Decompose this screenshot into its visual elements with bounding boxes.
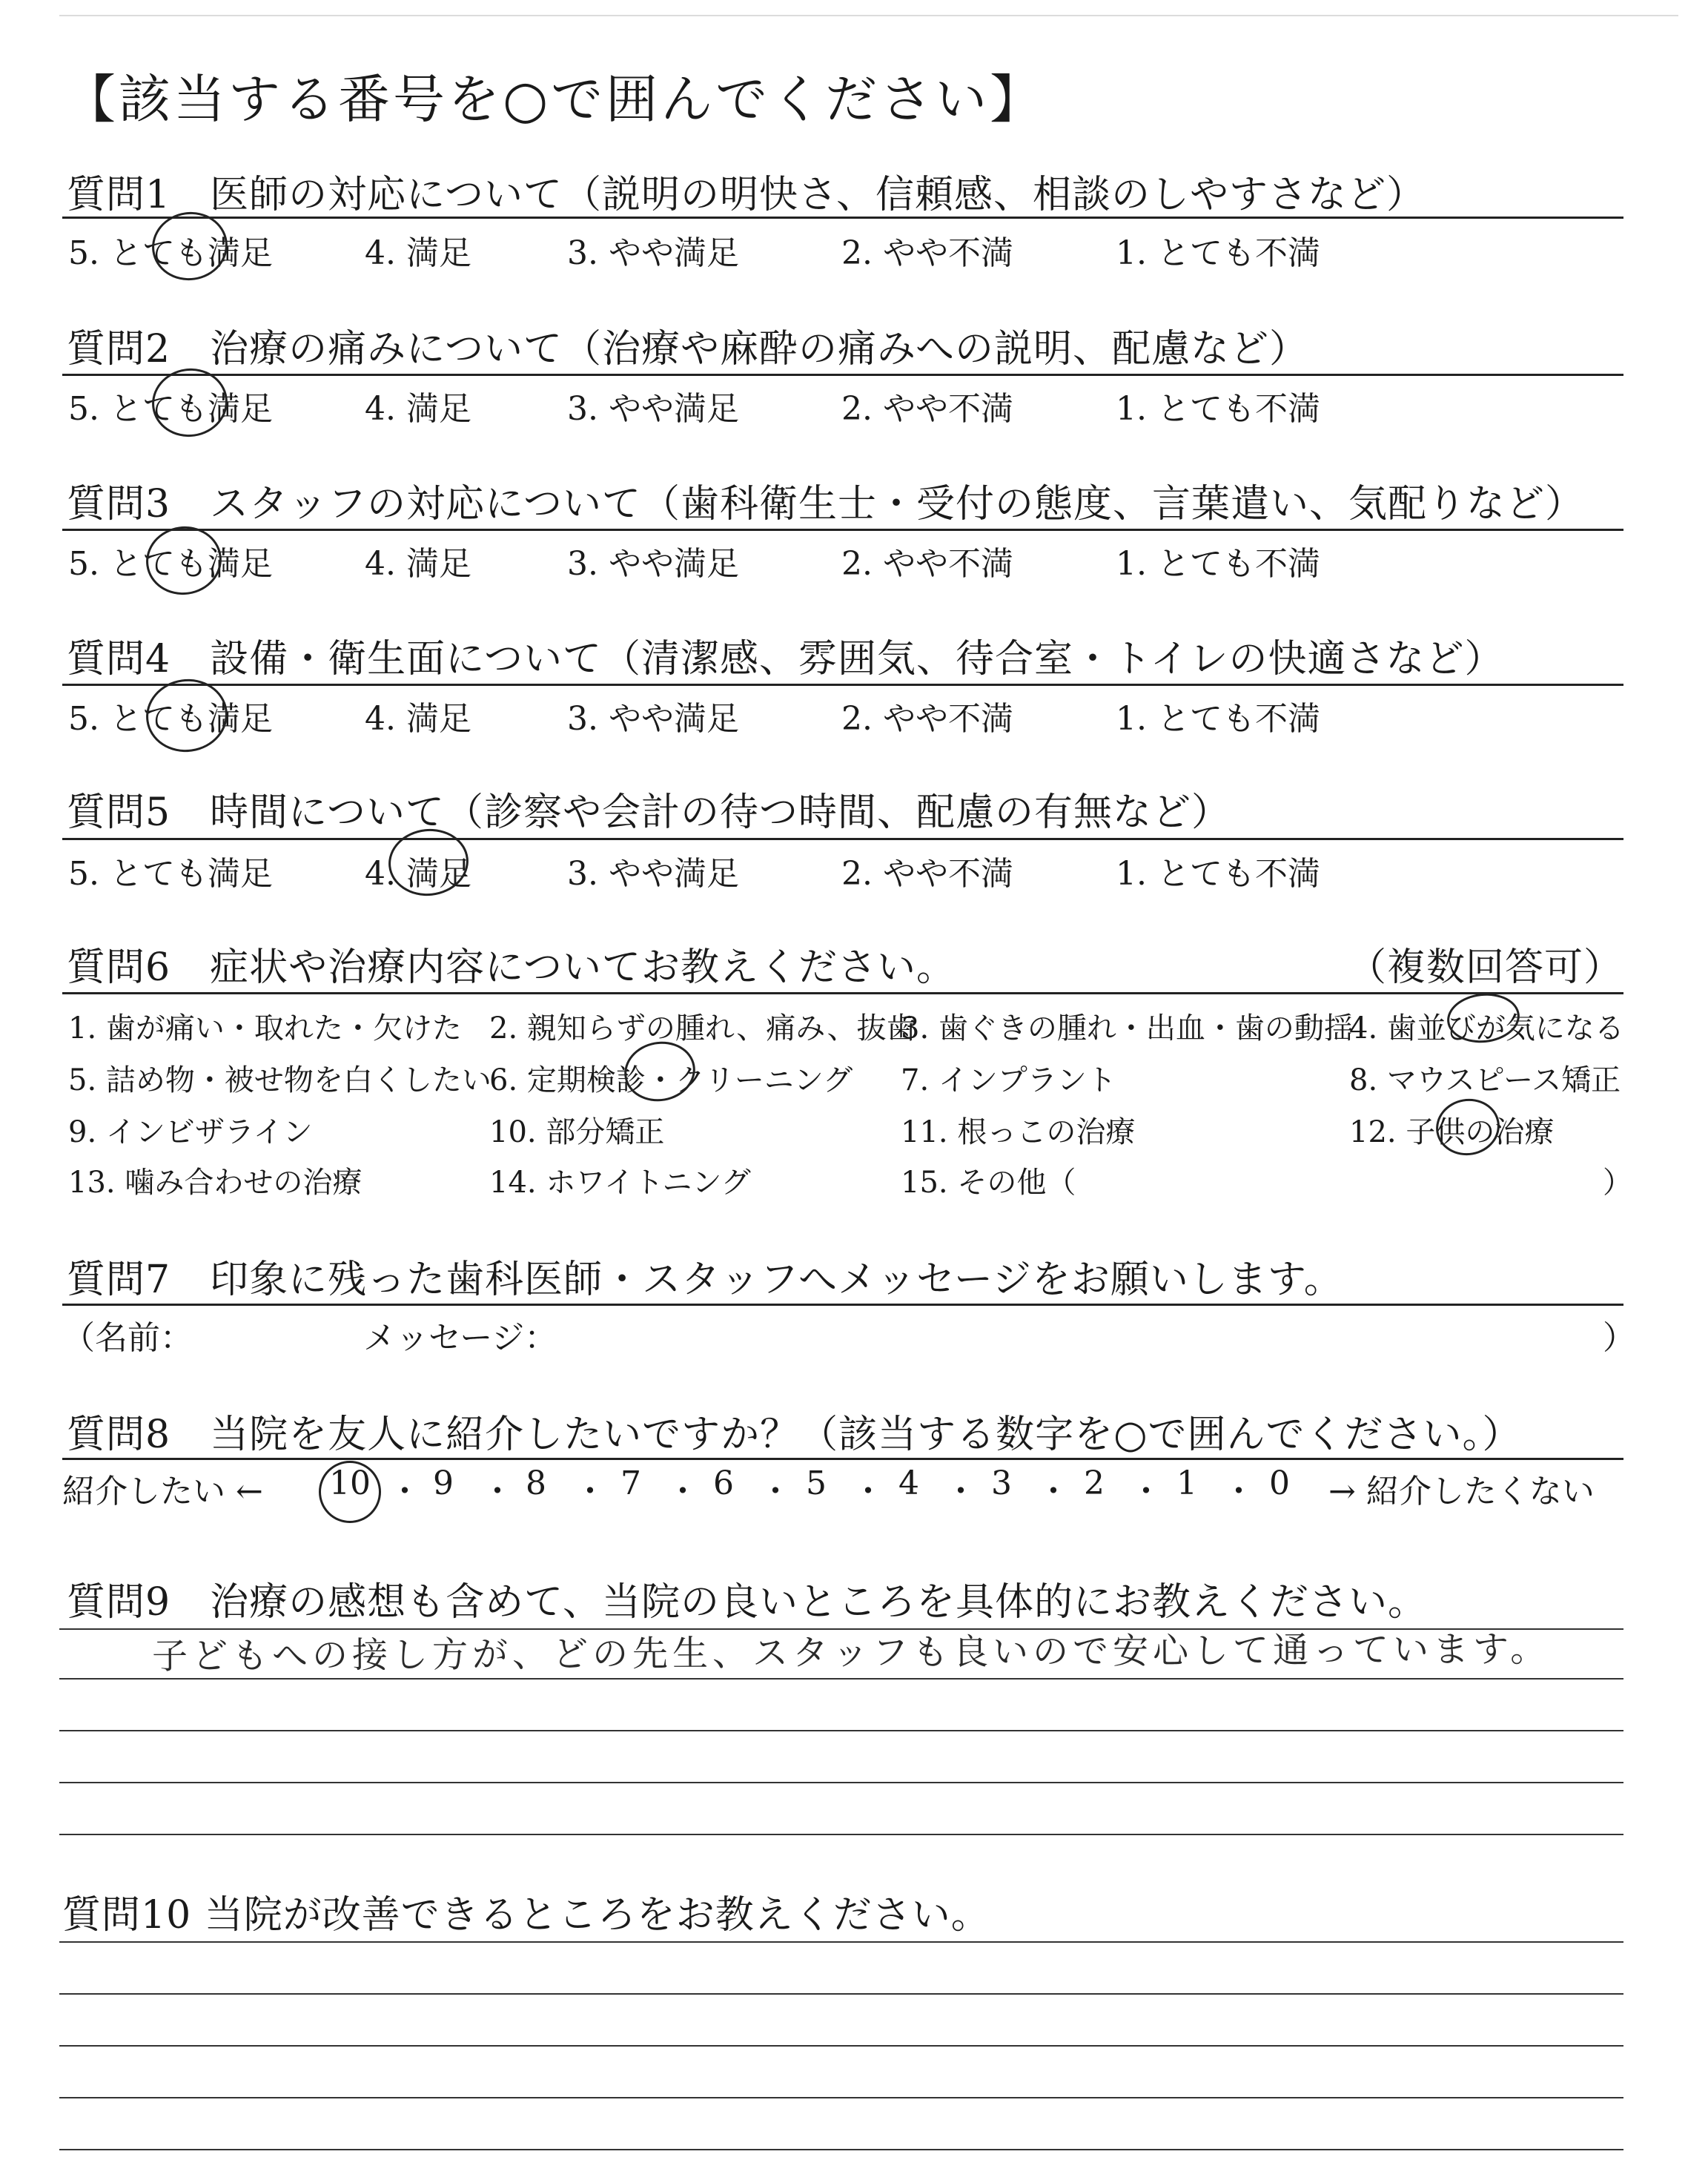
question-4-title: 質問4 設備・衛生面について（清潔感、雰囲気、待合室・トイレの快適さなど） [67, 637, 1504, 681]
q6-option-3[interactable]: 3. 歯ぐきの腫れ・出血・歯の動揺 [901, 1011, 1354, 1046]
q10-line-1 [59, 1941, 1623, 1943]
question-8-title: 質問8 当院を友人に紹介したいですか？（該当する数字を○で囲んでください。） [67, 1413, 1522, 1457]
q2-option-2[interactable]: 2. やや不満 [841, 390, 1013, 428]
q9-line-2 [59, 1678, 1623, 1680]
q8-value-5[interactable]: 5 [806, 1464, 827, 1502]
q2-option-1[interactable]: 1. とても不満 [1116, 390, 1320, 428]
q8-sep: ・ [1130, 1473, 1162, 1510]
q3-option-5[interactable]: 5. とても満足 [68, 545, 273, 583]
q7-name-label: （名前： [62, 1319, 193, 1357]
question-9-title: 質問9 治療の感想も含めて、当院の良いところを具体的にお教えください。 [67, 1580, 1428, 1625]
question-6-note: （複数回答可） [1348, 945, 1623, 990]
q9-handwritten-answer: 子どもへの接し方が、どの先生、スタッフも良いので安心して通っています。 [151, 1628, 1551, 1677]
q8-scale [62, 1464, 1626, 1509]
q9-line-4 [59, 1782, 1623, 1783]
question-4-options [68, 692, 1625, 736]
question-6-title: 質問6 症状や治療内容についてお教えください。 [67, 945, 956, 990]
q2-option-5[interactable]: 5. とても満足 [68, 390, 273, 428]
q8-left-label: 紹介したい ← [62, 1473, 263, 1510]
q8-value-2[interactable]: 2 [1084, 1464, 1105, 1502]
question-10-title: 質問10 当院が改善できるところをお教えください。 [62, 1893, 990, 1938]
q6-option-13[interactable]: 13. 噛み合わせの治療 [68, 1166, 363, 1200]
q6-option-9[interactable]: 9. インビザライン [68, 1115, 313, 1149]
q5-option-3[interactable]: 3. やや満足 [567, 855, 739, 893]
q1-option-5[interactable]: 5. とても満足 [68, 234, 273, 272]
q8-sep: ・ [1037, 1473, 1070, 1510]
question-3-rule [62, 529, 1623, 531]
page-title: 【該当する番号を○で囲んでください】 [64, 69, 1045, 130]
q4-option-5[interactable]: 5. とても満足 [68, 700, 273, 738]
question-1-rule [62, 217, 1623, 219]
q7-message-label: メッセージ： [363, 1319, 557, 1357]
q6-option-15[interactable]: 15. その他（ [901, 1166, 1076, 1200]
q1-option-3[interactable]: 3. やや満足 [567, 234, 739, 272]
q10-line-5 [59, 2149, 1623, 2150]
q10-line-3 [59, 2045, 1623, 2047]
q8-value-1[interactable]: 1 [1176, 1464, 1197, 1502]
question-1-title: 質問1 医師の対応について（説明の明快さ、信頼感、相談のしやすさなど） [67, 173, 1426, 217]
q4-option-1[interactable]: 1. とても不満 [1116, 700, 1320, 738]
question-3-options [68, 537, 1625, 581]
q8-sep: ・ [666, 1473, 699, 1510]
q8-sep: ・ [574, 1473, 606, 1510]
q6-option-10[interactable]: 10. 部分矯正 [489, 1115, 665, 1149]
q8-value-0[interactable]: 0 [1269, 1464, 1290, 1502]
q9-line-3 [59, 1730, 1623, 1731]
q8-value-6[interactable]: 6 [713, 1464, 734, 1502]
q8-sep: ・ [388, 1473, 421, 1510]
question-6-rule [62, 992, 1623, 994]
q6-option-14[interactable]: 14. ホワイトニング [489, 1166, 751, 1200]
q9-line-5 [59, 1834, 1623, 1835]
q8-sep: ・ [481, 1473, 514, 1510]
question-3-title: 質問3 スタッフの対応について（歯科衛生士・受付の態度、言葉遣い、気配りなど） [67, 482, 1585, 526]
q3-option-2[interactable]: 2. やや不満 [841, 545, 1013, 583]
top-divider [59, 15, 1678, 16]
question-2-title: 質問2 治療の痛みについて（治療や麻酔の痛みへの説明、配慮など） [67, 327, 1309, 371]
q8-value-10[interactable]: 10 [329, 1464, 371, 1502]
question-5-rule [62, 838, 1623, 840]
question-1-options [68, 226, 1625, 271]
q6-option-2[interactable]: 2. 親知らずの腫れ、痛み、抜歯 [489, 1011, 916, 1046]
q8-value-4[interactable]: 4 [898, 1464, 919, 1502]
q6-option-15-close: ） [1603, 1166, 1632, 1200]
question-7-title: 質問7 印象に残った歯科医師・スタッフへメッセージをお願いします。 [67, 1258, 1343, 1302]
question-4-rule [62, 684, 1623, 686]
q8-value-9[interactable]: 9 [433, 1464, 454, 1502]
q2-option-4[interactable]: 4. 満足 [365, 390, 471, 428]
q4-option-3[interactable]: 3. やや満足 [567, 700, 739, 738]
q6-option-7[interactable]: 7. インプラント [901, 1063, 1116, 1097]
q2-option-3[interactable]: 3. やや満足 [567, 390, 739, 428]
q8-value-3[interactable]: 3 [991, 1464, 1012, 1502]
question-2-options [68, 382, 1625, 426]
q6-option-1[interactable]: 1. 歯が痛い・取れた・欠けた [68, 1011, 462, 1046]
q3-selection-circle [142, 521, 226, 599]
q5-option-2[interactable]: 2. やや不満 [841, 855, 1013, 893]
q8-sep: ・ [944, 1473, 977, 1510]
q1-option-4[interactable]: 4. 満足 [365, 234, 471, 272]
question-2-rule [62, 374, 1623, 376]
question-5-title: 質問5 時間について（診察や会計の待つ時間、配慮の有無など） [67, 790, 1231, 835]
q5-option-1[interactable]: 1. とても不満 [1116, 855, 1320, 893]
q8-value-7[interactable]: 7 [620, 1464, 641, 1502]
q8-sep: ・ [1222, 1473, 1255, 1510]
q4-selection-circle [142, 674, 233, 757]
q6-option-5[interactable]: 5. 詰め物・被せ物を白くしたい [68, 1063, 491, 1097]
q3-option-1[interactable]: 1. とても不満 [1116, 545, 1320, 583]
q8-sep: ・ [759, 1473, 792, 1510]
q4-option-2[interactable]: 2. やや不満 [841, 700, 1013, 738]
q8-right-label: → 紹介したくない [1328, 1473, 1595, 1510]
q5-option-5[interactable]: 5. とても満足 [68, 855, 273, 893]
q10-line-4 [59, 2097, 1623, 2098]
q3-option-3[interactable]: 3. やや満足 [567, 545, 739, 583]
question-7-rule [62, 1304, 1623, 1306]
q1-option-1[interactable]: 1. とても不満 [1116, 234, 1320, 272]
q10-line-2 [59, 1993, 1623, 1995]
q5-option-4[interactable]: 4. 満足 [365, 855, 471, 893]
q3-option-4[interactable]: 4. 満足 [365, 545, 471, 583]
q1-option-2[interactable]: 2. やや不満 [841, 234, 1013, 272]
q6-option-6[interactable]: 6. 定期検診・クリーニング [489, 1063, 853, 1097]
question-5-options [68, 847, 1625, 891]
q6-option-11[interactable]: 11. 根っこの治療 [901, 1115, 1136, 1149]
q6-option-8[interactable]: 8. マウスピース矯正 [1349, 1063, 1621, 1097]
q6-option-4[interactable]: 4. 歯並びが気になる [1349, 1011, 1624, 1046]
q8-sep: ・ [852, 1473, 884, 1510]
q6-option-12[interactable]: 12. 子供の治療 [1349, 1115, 1555, 1149]
q7-close: ） [1603, 1319, 1635, 1357]
q4-option-4[interactable]: 4. 満足 [365, 700, 471, 738]
q8-selection-circle [319, 1461, 381, 1523]
q8-value-8[interactable]: 8 [526, 1464, 546, 1502]
question-8-rule [62, 1458, 1623, 1460]
